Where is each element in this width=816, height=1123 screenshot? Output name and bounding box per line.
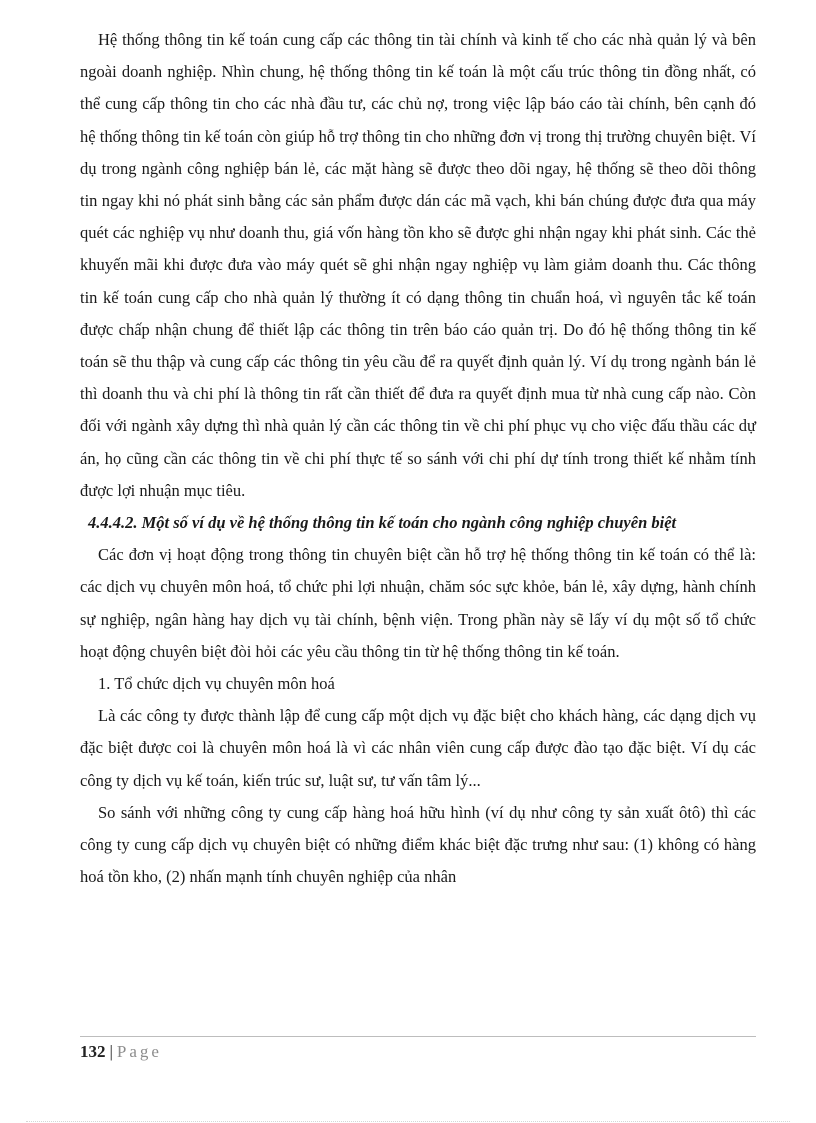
list-item-professional-services: 1. Tổ chức dịch vụ chuyên môn hoá [98,674,335,694]
paragraph-professional-services: Là các công ty được thành lập để cung cấp một dịch vụ đặc biệt cho khách hàng, các dạng dịch vụ đặc biệt được coi là chuyên môn hoá là vì các nhân viên cung cấp được đào tạo đặc biệt. Ví dụ các công ty dịch vụ kế toán, kiến trúc sư, luật sư, tư vấn tâm lý... [80,706,756,790]
paragraph-specialized-units: Các đơn vị hoạt động trong thông tin chuyên biệt cần hỗ trợ hệ thống thông tin kế toán có thể là: các dịch vụ chuyên môn hoá, tổ chức phi lợi nhuận, chăm sóc sực khỏe, bán lẻ, xây dựng, hành chính sự nghiệp, ngân hàng hay dịch vụ tài chính, bệnh viện. Trong phần này sẽ lấy ví dụ một số tổ chức hoạt động chuyên biệt đòi hỏi các yêu cầu thông tin từ hệ thống thông tin kế toán. [80,545,756,661]
section-heading: 4.4.4.2. Một số ví dụ về hệ thống thông tin kế toán cho ngành công nghiệp chuyên biệt [88,513,677,533]
page-footer [80,1036,756,1065]
page-number: 132 [80,1042,106,1061]
document-body [80,24,756,893]
paragraph-comparison: So sánh với những công ty cung cấp hàng hoá hữu hình (ví dụ như công ty sản xuất ôtô) thì các công ty cung cấp dịch vụ chuyên biệt có những điểm khác biệt đặc trưng như sau: (1) không có hàng hoá tồn kho, (2) nhấn mạnh tính chuyên nghiệp của nhân [80,802,756,887]
page-label: Page [116,1042,162,1061]
paragraph-accounting-info: Hệ thống thông tin kế toán cung cấp các thông tin tài chính và kinh tế cho các nhà quản lý và bên ngoài doanh nghiệp. Nhìn chung, hệ thống thông tin kế toán là một cấu trúc thông tin đồng nhất, có thể cung cấp thông tin cho các nhà đầu tư, các chủ nợ, trong việc lập báo cáo tài chính, bên cạnh đó hệ thống thông tin kế toán còn giúp hỗ trợ thông tin cho những đơn vị trong thị trường chuyên biệt. Ví dụ trong ngành công nghiệp bán lẻ, các mặt hàng sẽ được theo dõi ngay, hệ thống sẽ theo dõi thông tin ngay khi nó phát sinh bằng các sản phẩm được dán các mã vạch, khi bán chúng được đưa qua máy quét các nghiệp vụ như doanh thu, giá vốn hàng tồn kho sẽ được ghi nhận ngay khi phát sinh. Các thẻ khuyến mãi khi được đưa vào máy quét sẽ ghi nhận ngay nghiệp vụ làm giảm doanh thu. Các thông tin kế toán cung cấp cho nhà quản lý thường ít có dạng thông tin chuẩn hoá, vì nguyên tắc kế toán được chấp nhận chung để thiết lập các thông tin trên báo cáo quản trị. Do đó hệ thống thông tin kế toán sẽ thu thập và cung cấp các thông tin yêu cầu để ra quyết định quản lý. Ví dụ trong ngành bán lẻ thì doanh thu và chi phí là thông tin rất cần thiết để đưa ra quyết định mua từ nhà cung cấp nào. Còn đối với ngành xây dựng thì nhà quản lý cần các thông tin về chi phí phục vụ cho việc đấu thầu các dự án, họ cũng cần các thông tin về chi phí thực tế so sánh với chi phí dự tính trong thiết kế nhằm tính được lợi nhuận mục tiêu. [80,30,756,500]
footer-separator: | [109,1042,113,1061]
bottom-dotted-rule [26,1121,790,1122]
